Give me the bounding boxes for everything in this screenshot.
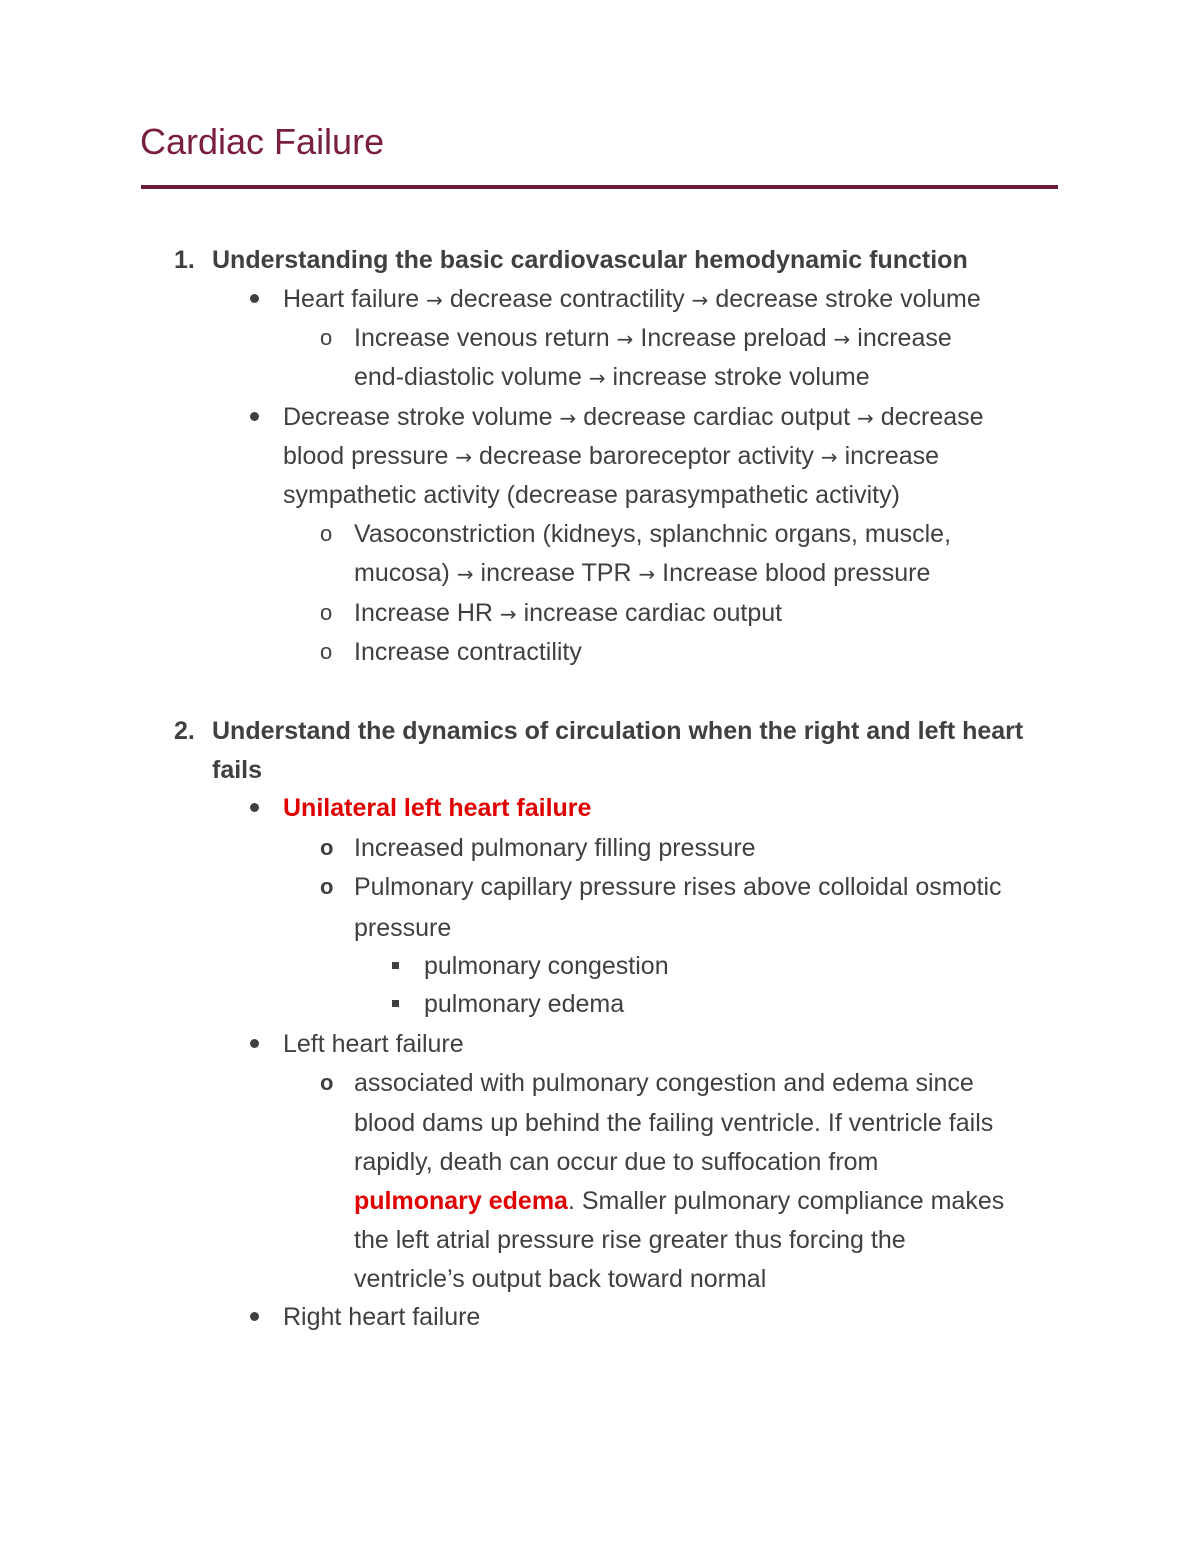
circle-bullet-icon: o bbox=[320, 835, 334, 860]
sub-vasoconstriction-line1: Vasoconstriction (kidneys, splanchnic organs, muscle, bbox=[354, 520, 952, 548]
arrow-icon: → bbox=[426, 288, 443, 312]
arrow-icon: → bbox=[455, 445, 473, 469]
arrow-icon: → bbox=[638, 562, 656, 586]
circle-bullet-icon: o bbox=[320, 325, 333, 350]
arrow-icon: → bbox=[456, 562, 474, 586]
arrow-icon: → bbox=[691, 288, 709, 312]
bullet-stroke-volume-line1: Decrease stroke volume → decrease cardiac output → decrease bbox=[283, 403, 984, 431]
bullet-heart-failure: Heart failure → decrease contractility → decrease stroke volume bbox=[283, 285, 981, 313]
title-rule bbox=[141, 185, 1058, 189]
page-title: Cardiac Failure bbox=[140, 121, 385, 162]
arrow-icon: → bbox=[559, 406, 577, 430]
sub-left-failure-line4: pulmonary edema. Smaller pulmonary compliance makes bbox=[354, 1187, 1005, 1215]
arrow-icon: → bbox=[833, 327, 851, 351]
bullet-icon bbox=[250, 294, 259, 303]
square-bullet-icon bbox=[392, 962, 399, 969]
highlight-pulmonary-edema: pulmonary edema bbox=[354, 1187, 568, 1215]
sub-left-failure-line6: ventricle’s output back toward normal bbox=[354, 1265, 767, 1293]
bullet-icon bbox=[250, 1312, 259, 1321]
bullet-left-heart-failure: Left heart failure bbox=[283, 1030, 464, 1058]
circle-bullet-icon: o bbox=[320, 521, 333, 546]
sub-vasoconstriction-line2: mucosa) → increase TPR → Increase blood pressure bbox=[354, 559, 931, 587]
arrow-icon: → bbox=[857, 406, 874, 430]
bullet-unilateral-left-heart-failure: Unilateral left heart failure bbox=[283, 794, 592, 822]
circle-bullet-icon: o bbox=[320, 1070, 334, 1095]
section-1-number: 1. bbox=[174, 246, 195, 274]
sub-left-failure-line2: blood dams up behind the failing ventricle. If ventricle fails bbox=[354, 1109, 994, 1137]
arrow-icon: → bbox=[499, 602, 517, 626]
bullet-stroke-volume-line3: sympathetic activity (decrease parasympathetic activity) bbox=[283, 481, 900, 509]
square-bullet-icon bbox=[392, 1000, 399, 1007]
circle-bullet-icon: o bbox=[320, 600, 333, 625]
sub-increase-hr: Increase HR → increase cardiac output bbox=[354, 599, 783, 627]
arrow-icon: → bbox=[820, 445, 838, 469]
section-2-number: 2. bbox=[174, 717, 195, 745]
bullet-stroke-volume-line2: blood pressure → decrease baroreceptor activity → increase bbox=[283, 442, 940, 470]
section-2-heading-line2: fails bbox=[212, 756, 263, 784]
bullet-icon bbox=[250, 1039, 259, 1048]
sub-capillary-pressure-line2: pressure bbox=[354, 914, 452, 942]
bullet-icon bbox=[250, 803, 259, 812]
sub-pulmonary-filling-pressure: Increased pulmonary filling pressure bbox=[354, 834, 756, 862]
circle-bullet-icon: o bbox=[320, 874, 334, 899]
bullet-right-heart-failure: Right heart failure bbox=[283, 1303, 481, 1331]
section-2-heading-line1: Understand the dynamics of circulation when the right and left heart bbox=[212, 717, 1024, 745]
subsub-pulmonary-edema: pulmonary edema bbox=[424, 990, 625, 1018]
sub-venous-return-line2: end-diastolic volume → increase stroke volume bbox=[354, 363, 870, 391]
sub-capillary-pressure-line1: Pulmonary capillary pressure rises above colloidal osmotic bbox=[354, 873, 1002, 901]
circle-bullet-icon: o bbox=[320, 639, 333, 664]
sub-left-failure-line3: rapidly, death can occur due to suffocation from bbox=[354, 1148, 879, 1176]
subsub-pulmonary-congestion: pulmonary congestion bbox=[424, 952, 669, 980]
arrow-icon: → bbox=[616, 327, 634, 351]
sub-left-failure-line1: associated with pulmonary congestion and edema since bbox=[354, 1069, 974, 1097]
sub-increase-contractility: Increase contractility bbox=[354, 638, 582, 666]
section-1-heading: Understanding the basic cardiovascular hemodynamic function bbox=[212, 246, 968, 274]
sub-venous-return-line1: Increase venous return → Increase preload → increase bbox=[354, 324, 952, 352]
sub-left-failure-line5: the left atrial pressure rise greater thus forcing the bbox=[354, 1226, 906, 1254]
bullet-icon bbox=[250, 412, 259, 421]
arrow-icon: → bbox=[588, 366, 606, 390]
